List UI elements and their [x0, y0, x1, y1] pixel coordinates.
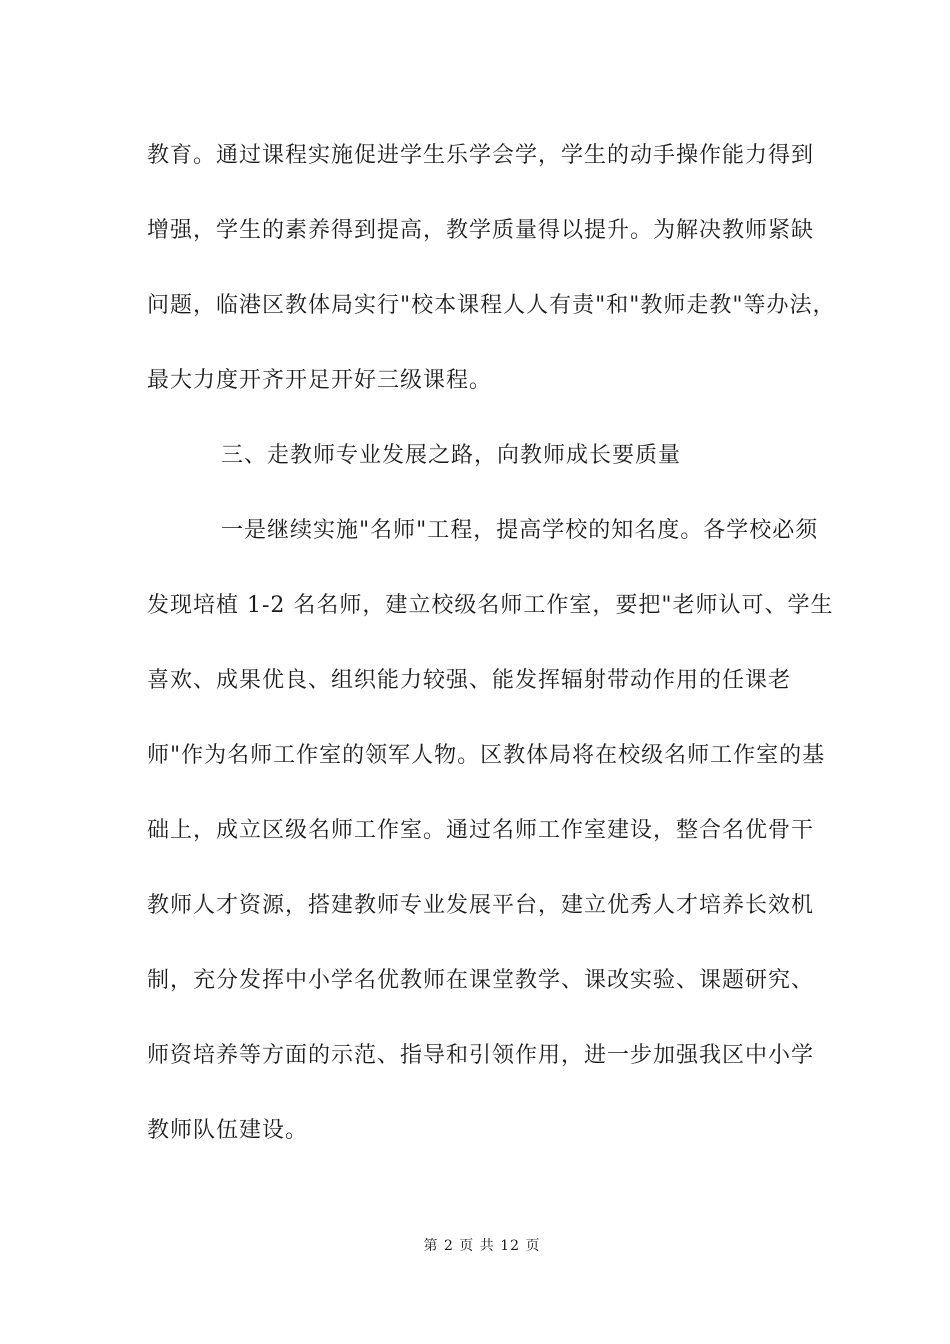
- body-text-line: 问题，临港区教体局实行"校本课程人人有责"和"教师走教"等办法，: [147, 293, 836, 318]
- body-text-line: 喜欢、成果优良、组织能力较强、能发挥辐射带动作用的任课老: [147, 668, 792, 693]
- body-text-line: 最大力度开齐开足开好三级课程。: [147, 368, 493, 393]
- body-text-line: 师资培养等方面的示范、指导和引领作用，进一步加强我区中小学: [147, 1043, 815, 1068]
- body-text-line: 教师队伍建设。: [147, 1118, 309, 1143]
- body-text-line: 师"作为名师工作室的领军人物。区教体局将在校级名师工作室的基: [147, 743, 826, 768]
- page-number-footer: 第 2 页 共 12 页: [423, 1238, 541, 1254]
- body-text-line: 发现培植 1-2 名名师，建立校级名师工作室，要把"老师认可、学生: [147, 593, 834, 618]
- body-text-line: 教育。通过课程实施促进学生乐学会学，学生的动手操作能力得到: [147, 143, 815, 168]
- body-text-line: 制，充分发挥中小学名优教师在课堂教学、课改实验、课题研究、: [147, 968, 815, 993]
- body-text-line: 础上，成立区级名师工作室。通过名师工作室建设，整合名优骨干: [147, 818, 815, 843]
- body-text-line: 教师人才资源，搭建教师专业发展平台，建立优秀人才培养长效机: [147, 893, 815, 918]
- paragraph-first-line: 一是继续实施"名师"工程，提高学校的知名度。各学校必须: [221, 518, 819, 543]
- body-text-line: 增强，学生的素养得到提高，教学质量得以提升。为解决教师紧缺: [147, 218, 815, 243]
- section-heading: 三、走教师专业发展之路，向教师成长要质量: [221, 443, 682, 468]
